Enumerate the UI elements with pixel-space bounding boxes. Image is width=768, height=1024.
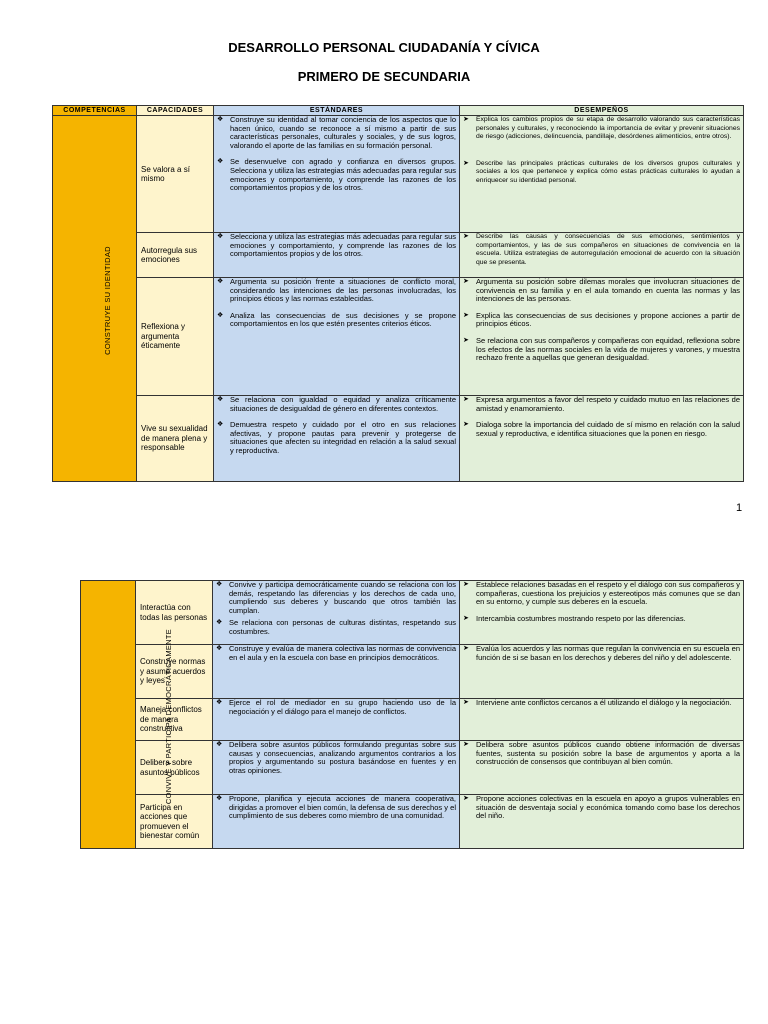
arrow-bullet-icon: ➤	[463, 278, 469, 285]
list-item: ➤ Se relaciona con sus compañeros y compañeras con equidad, reflexiona sobre los efectos de las normas sociales en la vida de mujeres y varones, y muestra rechazo frente a aquellas que generan desigualdad.	[463, 335, 740, 363]
list-item: ❖ Analiza las consecuencias de sus decisiones y se propone comportamientos en los que estén presentes criterios éticos.	[217, 310, 456, 329]
estandar-cell	[214, 278, 460, 396]
diamond-bullet-icon: ❖	[217, 158, 224, 166]
desempeno-cell	[460, 278, 744, 396]
list-item: ➤ Evalúa los acuerdos y las normas que regulan la convivencia en su escuela en función de si se basan en los derechos y deberes del niño y del adolescente.	[463, 644, 740, 662]
diamond-bullet-icon: ❖	[216, 795, 223, 802]
table-row	[81, 581, 744, 645]
list-item: ❖ Se relaciona con personas de culturas distintas, respetando sus costumbres.	[216, 618, 456, 636]
arrow-bullet-icon: ➤	[463, 396, 469, 403]
list-item: ❖ Delibera sobre asuntos públicos formulando preguntas sobre sus causas y consecuencias, analizando argumentos contrarios a los propios y argumentando su postura basándose en fuentes y en otras opiniones.	[216, 740, 456, 775]
estandar-cell	[213, 581, 460, 645]
list-item: ❖ Construye su identidad al tomar conciencia de los aspectos que lo hacen único, cuando se reconoce a sí mismo a partir de sus características personales, culturales y sociales, y de sus logros, valorando el aporte de las familias en su formación personal.	[217, 115, 456, 150]
arrow-bullet-icon: ➤	[463, 311, 469, 319]
arrow-bullet-icon: ➤	[463, 741, 469, 748]
estandar-cell	[214, 116, 460, 233]
arrow-bullet-icon: ➤	[463, 116, 469, 123]
list-item: ➤ Expresa argumentos a favor del respeto y cuidado mutuo en las relaciones de amistad y enamoramiento.	[463, 395, 740, 413]
list-item: ❖ Selecciona y utiliza las estrategias más adecuadas para regular sus emociones y comportamiento, y comprende las razones de los comportamientos propios y de los otros.	[217, 232, 456, 259]
header-desempenos: DESEMPEÑOS	[460, 106, 744, 116]
diamond-bullet-icon: ❖	[216, 741, 223, 748]
diamond-bullet-icon: ❖	[217, 233, 224, 240]
list-item: ➤ Explica los cambios propios de su etapa de desarrollo valorando sus características personales y culturales, y reconociendo la importancia de evitar y prevenir situaciones de riesgo (adicciones, delincuencia, pandillaje, desórdenes alimenticios, entre otros).	[463, 116, 740, 141]
desempeno-cell	[460, 116, 744, 233]
capacidad-cell: Delibera sobre asuntos públicos	[136, 741, 213, 795]
arrow-bullet-icon: ➤	[463, 645, 469, 652]
table-row	[53, 278, 744, 396]
diamond-bullet-icon: ❖	[216, 619, 223, 627]
list-item: ❖ Demuestra respeto y cuidado por el otro en sus relaciones afectivas, y propone pautas para prevenir y protegerse de situaciones que afecten su integridad en relación a la salud sexual y reproductiva.	[217, 420, 456, 455]
diamond-bullet-icon: ❖	[217, 311, 224, 319]
capacidad-cell: Vive su sexualidad de manera plena y responsable	[137, 396, 214, 482]
table-row	[53, 116, 744, 233]
diamond-bullet-icon: ❖	[216, 645, 223, 652]
arrow-bullet-icon: ➤	[463, 336, 469, 344]
list-item: ➤ Establece relaciones basadas en el respeto y el diálogo con sus compañeros y compañeras, cuestiona los prejuicios y estereotipos más comunes que se dan en su entorno, y cumple sus deberes en la escuela.	[463, 580, 740, 607]
list-item: ❖ Se relaciona con igualdad o equidad y analiza críticamente situaciones de desigualdad de género en diferentes contextos.	[217, 395, 456, 413]
list-item: ➤ Dialoga sobre la importancia del cuidado de sí mismo en relación con la salud sexual y reproductiva, e identifica situaciones que la ponen en riesgo.	[463, 420, 740, 438]
arrow-bullet-icon: ➤	[463, 581, 469, 588]
desempeno-cell	[460, 396, 744, 482]
desempeno-cell	[460, 645, 744, 699]
desempeno-cell	[460, 795, 744, 849]
table-row	[53, 233, 744, 278]
table-row	[81, 795, 744, 849]
arrow-bullet-icon: ➤	[463, 421, 469, 429]
desempeno-cell	[460, 699, 744, 741]
list-item: ❖ Construye y evalúa de manera colectiva las normas de convivencia en el aula y en la escuela con base en principios democráticos.	[216, 644, 456, 662]
list-item: ➤ Interviene ante conflictos cercanos a él utilizando el diálogo y la negociación.	[463, 698, 732, 707]
list-item: ❖ Se desenvuelve con agrado y confianza en diversos grupos. Selecciona y utiliza las estrategias más adecuadas para regular sus emociones y comportamiento, y comprende las razones de los comportamientos propios y de los otros.	[217, 157, 456, 193]
competencia-label: CONSTRUYE SU IDENTIDAD	[102, 245, 112, 355]
document-subtitle: PRIMERO DE SECUNDARIA	[297, 69, 471, 84]
list-item: ➤ Describe las principales prácticas culturales de los diversos grupos culturales y sociales a los que pertenece y explica cómo estas prácticas culturales lo ayudan a enriquecer su identidad personal.	[463, 159, 740, 184]
arrow-bullet-icon: ➤	[463, 699, 469, 706]
diamond-bullet-icon: ❖	[217, 396, 224, 403]
diamond-bullet-icon: ❖	[217, 116, 224, 123]
diamond-bullet-icon: ❖	[217, 278, 224, 285]
estandar-cell	[214, 233, 460, 278]
estandar-cell	[213, 741, 460, 795]
page-number: 1	[736, 502, 743, 514]
capacidad-cell: Reflexiona y argumenta éticamente	[137, 278, 214, 396]
capacidad-cell: Se valora a sí mismo	[137, 116, 214, 233]
estandar-cell	[213, 699, 460, 741]
list-item: ❖ Convive y participa democráticamente cuando se relaciona con los demás, respetando las diferencias y los derechos de cada uno, cumpliendo sus deberes y buscando que otros también las cumplan.	[216, 580, 456, 615]
header-capacidades: CAPACIDADES	[137, 106, 214, 116]
list-item: ❖ Propone, planifica y ejecuta acciones de manera cooperativa, dirigidas a promover el bien común, la defensa de sus derechos y el cumplimiento de sus deberes como miembro de una comunidad.	[216, 794, 456, 821]
document-title: DESARROLLO PERSONAL CIUDADANÍA Y CÍVICA	[228, 40, 540, 55]
capacidad-cell: Participa en acciones que promueven el bienestar común	[136, 795, 213, 849]
table-header-row	[53, 106, 744, 116]
arrow-bullet-icon: ➤	[463, 159, 469, 167]
header-estandares: ESTÁNDARES	[214, 106, 460, 116]
arrow-bullet-icon: ➤	[463, 233, 469, 240]
capacidad-cell: Construye normas y asume acuerdos y leyes	[136, 645, 213, 699]
header-competencias: COMPETENCIAS	[53, 106, 137, 116]
desempeno-cell	[460, 233, 744, 278]
list-item: ➤ Describe las causas y consecuencias de sus emociones, sentimientos y comportamientos, y las de sus compañeros en situaciones de convivencia en la escuela. Utiliza estrategias de autorregulación emocional de acuerdo con la situación que se presenta.	[463, 233, 740, 266]
diamond-bullet-icon: ❖	[216, 699, 223, 706]
list-item: ❖ Argumenta su posición frente a situaciones de conflicto moral, considerando las intenciones de las personas involucradas, los principios éticos y las normas establecidas.	[217, 277, 456, 304]
estandar-cell	[213, 645, 460, 699]
desempeno-cell	[460, 741, 744, 795]
estandar-cell	[214, 396, 460, 482]
competencias-table-identidad	[52, 105, 744, 482]
diamond-bullet-icon: ❖	[217, 421, 224, 429]
desempeno-cell	[460, 581, 744, 645]
arrow-bullet-icon: ➤	[463, 614, 469, 622]
competencias-table-convive	[80, 580, 744, 849]
competencia-label: CONVIVE Y PARTICIPA DEMOCRÁTICAMENTE	[164, 628, 174, 804]
diamond-bullet-icon: ❖	[216, 581, 223, 588]
list-item: ❖ Ejerce el rol de mediador en su grupo haciendo uso de la negociación y el diálogo para el manejo de conflictos.	[216, 698, 456, 716]
table-row	[81, 645, 744, 699]
arrow-bullet-icon: ➤	[463, 795, 469, 802]
list-item: ➤ Propone acciones colectivas en la escuela en apoyo a grupos vulnerables en situación de desventaja social y económica tomando como base los derechos del niño.	[463, 794, 740, 821]
competencia-cell	[53, 116, 137, 482]
table-row	[81, 741, 744, 795]
list-item: ➤ Intercambia costumbres mostrando respeto por las diferencias.	[463, 613, 686, 623]
list-item: ➤ Argumenta su posición sobre dilemas morales que involucran situaciones de convivencia en su familia y en el aula tomando en cuenta las normas y las intenciones de las personas.	[463, 277, 740, 304]
table-row	[81, 699, 744, 741]
list-item: ➤ Explica las consecuencias de sus decisiones y propone acciones a partir de principios éticos.	[463, 310, 740, 329]
capacidad-cell: Maneja conflictos de manera constructiva	[136, 699, 213, 741]
table-row	[53, 396, 744, 482]
capacidad-cell: Interactúa con todas las personas	[136, 581, 213, 645]
list-item: ➤ Delibera sobre asuntos públicos cuando obtiene información de diversas fuentes, sustenta su posición sobre la base de argumentos y aporta a la construcción de consensos que contribuyan al bien común.	[463, 740, 740, 767]
capacidad-cell: Autorregula sus emociones	[137, 233, 214, 278]
estandar-cell	[213, 795, 460, 849]
